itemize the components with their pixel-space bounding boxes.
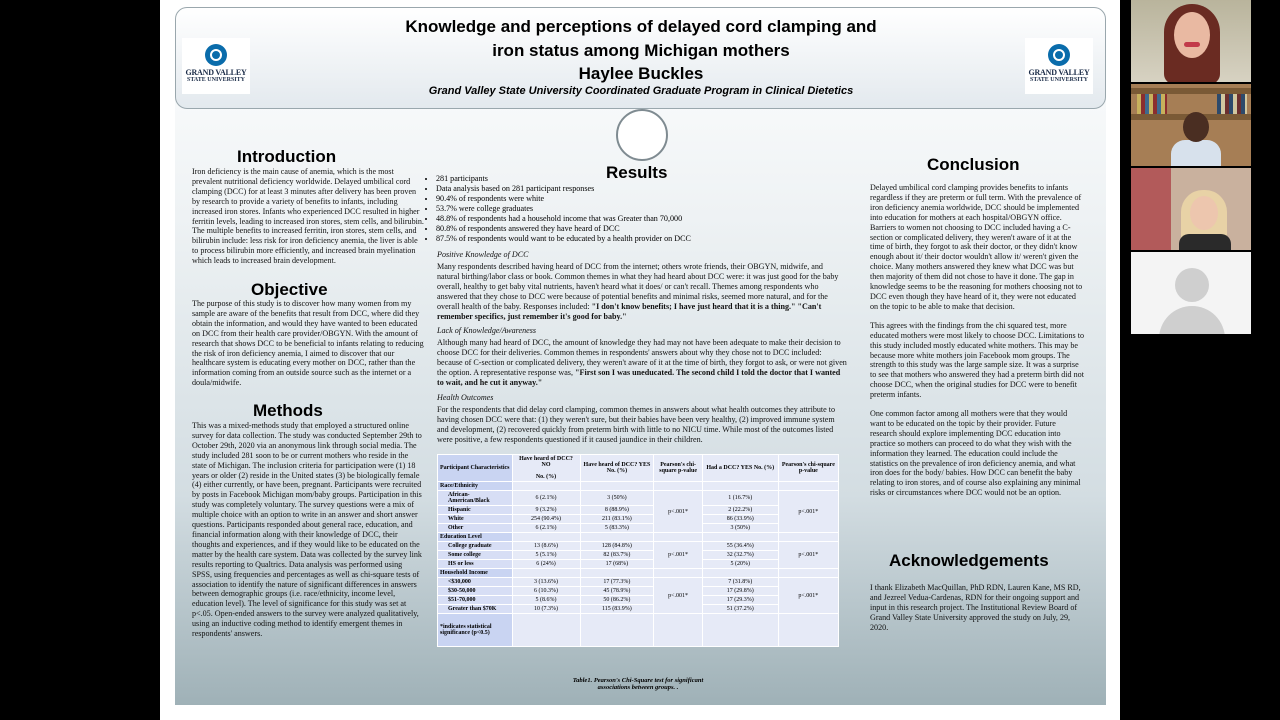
th-p-value-1: Pearson's chi-square p-value bbox=[654, 455, 703, 482]
row-label: Hispanic bbox=[438, 506, 513, 515]
participant-placeholder[interactable] bbox=[1131, 252, 1251, 334]
gvsu-logo-left: GRAND VALLEY STATE UNIVERSITY bbox=[182, 38, 250, 94]
results-bullet: • 281 participants bbox=[436, 174, 826, 184]
table-group-label: Education Level bbox=[438, 533, 513, 542]
health-outcomes-heading: Health Outcomes bbox=[437, 393, 494, 402]
cell-heard-yes: 50 (86.2%) bbox=[580, 596, 654, 605]
cell-p-value-1: p<.001* bbox=[654, 578, 703, 614]
table-row bbox=[438, 542, 839, 551]
center-circle-ornament bbox=[616, 109, 668, 161]
gvsu-logo-icon bbox=[205, 44, 227, 66]
objective-heading: Objective bbox=[251, 280, 328, 299]
face bbox=[1174, 12, 1210, 58]
cell-heard-yes: 5 (83.3%) bbox=[580, 524, 654, 533]
cell-heard-no: 10 (7.3%) bbox=[512, 605, 580, 614]
cell-heard-yes: 17 (77.3%) bbox=[580, 578, 654, 587]
cell-heard-no: 3 (13.6%) bbox=[512, 578, 580, 587]
cell-heard-no: 254 (90.4%) bbox=[512, 515, 580, 524]
cell-heard-yes: 45 (78.9%) bbox=[580, 587, 654, 596]
row-label: $30-50,000 bbox=[438, 587, 513, 596]
results-table bbox=[437, 454, 839, 647]
face bbox=[1190, 196, 1218, 230]
gvsu-logo-right: GRAND VALLEY STATE UNIVERSITY bbox=[1025, 38, 1093, 94]
poster-title-line2: iron status among Michigan mothers bbox=[492, 41, 790, 60]
table-footnote: *indicates statistical significance (p<0.5) bbox=[438, 614, 513, 647]
row-label: African-American/Black bbox=[438, 491, 513, 506]
results-bullet: • 48.8% of respondents had a household income that was Greater than 70,000 bbox=[436, 214, 826, 224]
th-p-value-2: Pearson's chi-square p-value bbox=[778, 455, 838, 482]
results-bullet: • 87.5% of respondents would want to be educated by a health provider on DCC bbox=[436, 234, 826, 244]
table-caption: Table1. Pearson's Chi-Square test for significant associations between groups. . bbox=[572, 677, 704, 691]
participant-video-1[interactable] bbox=[1131, 0, 1251, 82]
cell-heard-yes: 82 (83.7%) bbox=[580, 551, 654, 560]
cell-heard-no: 6 (24%) bbox=[512, 560, 580, 569]
results-bullet: • Data analysis based on 281 participant responses bbox=[436, 184, 826, 194]
ack-body: I thank Elizabeth MacQuillan, PhD RDN, Lauren Kane, MS RD, and Jezreel Vedua-Cardenas, RDN for their ongoing support and input in this research project. The Institutional Review Board of Grand Valley State University approved the study on July, 29, 2020. bbox=[870, 583, 1081, 632]
cell-p-value-2: p<.001* bbox=[778, 491, 838, 533]
participant-video-2[interactable] bbox=[1131, 84, 1251, 166]
ack-heading: Acknowledgements bbox=[889, 551, 1049, 570]
results-bullet: • 80.8% of respondents answered they have heard of DCC bbox=[436, 224, 826, 234]
row-label: HS or less bbox=[438, 560, 513, 569]
research-poster bbox=[175, 7, 1106, 705]
row-label: Some college bbox=[438, 551, 513, 560]
cell-heard-no: 5 (5.1%) bbox=[512, 551, 580, 560]
cell-had-dcc: 86 (33.9%) bbox=[702, 515, 778, 524]
cell-heard-yes: 3 (50%) bbox=[580, 491, 654, 506]
table-row bbox=[438, 578, 839, 587]
cell-had-dcc: 5 (20%) bbox=[702, 560, 778, 569]
cell-heard-yes: 8 (88.9%) bbox=[580, 506, 654, 515]
cell-heard-no: 6 (10.3%) bbox=[512, 587, 580, 596]
cell-heard-yes: 128 (84.8%) bbox=[580, 542, 654, 551]
poster-author: Haylee Buckles bbox=[578, 64, 704, 83]
cell-had-dcc: 7 (31.8%) bbox=[702, 578, 778, 587]
avatar-placeholder-icon bbox=[1175, 268, 1209, 302]
results-bullet: • 90.4% of respondents were white bbox=[436, 194, 826, 204]
lack-knowledge-body: Although many had heard of DCC, the amount of knowledge they had may not have been adequate to make their decision to choose DCC for their deliveries. Common themes in respondents' answers about why they chose not to DCC included: because of C-section or complicated delivery, they weren't aware of it at the time of birth, they forgot to ask, or were not given the option. A representative response was, "First son I was uneducated. The second child I told the doctor that I wanted to wait, and he cut it anyway." bbox=[437, 338, 847, 387]
health-outcomes-body: For the respondents that did delay cord clamping, common themes in answers about what health outcomes they attribute to having chosen DCC were that: (1) they weren't sure, but their babies have been very healthy, (2) improved immune system and development, (2) recovered quickly from preterm birth with little to no NICU time. While most of the outcomes listed were positive, a few respondents questioned if it caused jaundice in their children. bbox=[437, 405, 836, 444]
cell-heard-no: 9 (3.2%) bbox=[512, 506, 580, 515]
intro-body: Iron deficiency is the main cause of anemia, which is the most prevalent nutritional deficiency worldwide. Delayed umbilical cord clamping (DCC) for at least 3 minutes after delivery has been proven by research to provide a variety of benefits to infants, including increased iron stores. Infants who experienced DCC resulted in higher ferritin levels, leading to increased iron stores, stem cells, and bilirubin. The multiple benefits to increased ferritin, iron stores, stem cells, and bilirubin include: less risk for iron deficiency anemia, the liver is able to process bilirubin more efficiently, and increased brain myelination which leads to increased brain development. bbox=[192, 167, 424, 266]
poster-affiliation: Grand Valley State University Coordinated Graduate Program in Clinical Dietetics bbox=[428, 85, 854, 97]
conclusion-heading: Conclusion bbox=[927, 155, 1020, 174]
th-heard-no: Have heard of DCC? NO No. (%) bbox=[512, 455, 580, 482]
methods-body: This was a mixed-methods study that employed a structured online survey for data collection. The study was conducted September 29th to October 29th, 2020 via an anonymous link through social media. The study included 281 soon to be or current mothers who reside in the state of Michigan. The inclusion criteria for participation were (1) 18 years or older (2) reside in the United states (3) be biologically female (4) either currently, or have been, pregnant. Participants were recruited by posts in Facebook Michigan mom/baby groups. Participation in this study was completely voluntary. The survey questions were a mix of multiple choice with an option to write in an answer and short answer questions. Participants responded about general race, education, and financial information along with their knowledge of DCC, their thoughts and experiences, and if they would like to be educated on the matter by the health care system. Data was collected by the survey link results reporting to Qualtrics. Data analysis was performed using SPSS, using frequencies and percentages as well as chi-square tests of association to identify the nature of significant differences in answers between demographic groups (i.e. race/ethnicity, income level, education level). The level of significance for this study was set at p<.05. Open-ended answers to the survey were analyzed qualitatively, using an inductive coding method to identify emergent themes in respondents' answers. bbox=[192, 421, 422, 639]
cell-heard-no: 5 (8.6%) bbox=[512, 596, 580, 605]
results-bullet: • 53.7% were college graduates bbox=[436, 204, 826, 214]
poster-header bbox=[175, 7, 1106, 109]
cell-had-dcc: 32 (32.7%) bbox=[702, 551, 778, 560]
cell-p-value-1: p<.001* bbox=[654, 491, 703, 533]
th-heard-yes: Have heard of DCC? YES No. (%) bbox=[580, 455, 654, 482]
th-characteristics: Participant Characteristics bbox=[438, 455, 513, 482]
face bbox=[1183, 112, 1209, 142]
gvsu-logo-icon bbox=[1048, 44, 1070, 66]
methods-heading: Methods bbox=[253, 401, 323, 420]
poster-title-line1: Knowledge and perceptions of delayed cord clamping and bbox=[405, 17, 877, 36]
cell-heard-no: 6 (2.1%) bbox=[512, 524, 580, 533]
row-label: Other bbox=[438, 524, 513, 533]
cell-p-value-2: p<.001* bbox=[778, 542, 838, 569]
cell-had-dcc: 2 (22.2%) bbox=[702, 506, 778, 515]
objective-body: The purpose of this study is to discover how many women from my sample are aware of the benefits that result from DCC, where did they obtain the information, and would they have wanted to been educated on DCC from their health care provider/OBGYN. With the amount of research that shows DCC to be beneficial to infants relating to reducing the risk of iron deficiency anemia, I aimed to discover that our healthcare system is educating every mother on DCC, rather than the information coming from an outside source such as the internet or a doula/midwife. bbox=[192, 299, 424, 388]
participant-video-3[interactable] bbox=[1131, 168, 1251, 250]
th-had-dcc: Had a DCC? YES No. (%) bbox=[702, 455, 778, 482]
row-label: <$30,000 bbox=[438, 578, 513, 587]
intro-heading: Introduction bbox=[237, 147, 337, 166]
cell-p-value-1: p<.001* bbox=[654, 542, 703, 569]
shared-screen-slide bbox=[160, 0, 1120, 720]
results-bullets bbox=[424, 174, 826, 244]
cell-had-dcc: 1 (16.7%) bbox=[702, 491, 778, 506]
cell-heard-no: 13 (8.6%) bbox=[512, 542, 580, 551]
cell-had-dcc: 3 (50%) bbox=[702, 524, 778, 533]
positive-knowledge-heading: Positive Knowledge of DCC bbox=[437, 250, 529, 259]
table-group-label: Race/Ethnicity bbox=[438, 482, 513, 491]
cell-heard-yes: 211 (83.1%) bbox=[580, 515, 654, 524]
row-label: White bbox=[438, 515, 513, 524]
positive-knowledge-body: Many respondents described having heard of DCC from the internet; others wrote friends, their OBGYN, midwife, and natural birthing/labor class or book. Common themes in what they had heard about DCC were: it was just good for the baby overall, healthy to get baby vital nutrients, haven't heard what it does/ or can't recall. Themes among respondents who answered that they chose to DCC were because of potential benefits and minimal risks, seemed more natural, and for the overall health of the baby. Responses included: "I don't know benefits; I have just heard that it is a thing." "Can't remember specifics, just remember it's good for baby." bbox=[437, 262, 839, 321]
row-label: $51-70,000 bbox=[438, 596, 513, 605]
row-label: College graduate bbox=[438, 542, 513, 551]
cell-heard-yes: 17 (68%) bbox=[580, 560, 654, 569]
cell-heard-no: 6 (2.1%) bbox=[512, 491, 580, 506]
results-heading: Results bbox=[606, 163, 668, 182]
cell-had-dcc: 55 (36.4%) bbox=[702, 542, 778, 551]
cell-had-dcc: 17 (29.3%) bbox=[702, 596, 778, 605]
cell-heard-yes: 115 (83.9%) bbox=[580, 605, 654, 614]
row-label: Greater than $70K bbox=[438, 605, 513, 614]
cell-had-dcc: 51 (37.2%) bbox=[702, 605, 778, 614]
lack-knowledge-heading: Lack of Knowledge/Awareness bbox=[437, 326, 537, 335]
conclusion-body: Delayed umbilical cord clamping provides benefits to infants regardless if they are preterm or full term. With the prevalence of iron deficiency anemia worldwide, DCC should be implemented into education for mothers at each hospital/OBGYN office. Barriers to women not choosing to DCC included having a C-section or complicated delivery, they weren't aware of it at the time of birth, they forgot to ask their doctor, or they didn't know enough about it/ their doctor wouldn't allow it/ weren't given the choice. Many mothers answered they knew what DCC was but then majority of them did not chose to have it done. The gap in knowledge seems to be the reasoning for mothers choosing not to DCC even though they have heard of it, they were not educated on the topic to be able to make that decision. This agrees with the findings from the chi squared test, more educated mothers were most likely to choose DCC. Limitations to this study included mostly educated white mothers. This may be because more white mothers join Facebook mom groups. The strength to this study was the large sample size. It was a surprise to see that mothers who answered they had a preterm birth did not choose DCC, when the original studies for DCC were to benefit preterm infants. One common factor among all mothers were that they would want to be educated on the topic by their provider. Future research should explore implementing DCC education into practice so mothers can proceed to do what they wish with the information they learned. The education could include the statistics on the prevalence of iron deficiency anemia, and what iron does for the body/ babies. How DCC can benefit the baby relating to iron stores, and of course also explaining any minimal risks or circumstances where DCC would not be an option. bbox=[870, 183, 1084, 498]
table-group-label: Household Income bbox=[438, 569, 513, 578]
cell-p-value-2: p<.001* bbox=[778, 578, 838, 614]
table-row bbox=[438, 491, 839, 506]
cell-had-dcc: 17 (29.8%) bbox=[702, 587, 778, 596]
